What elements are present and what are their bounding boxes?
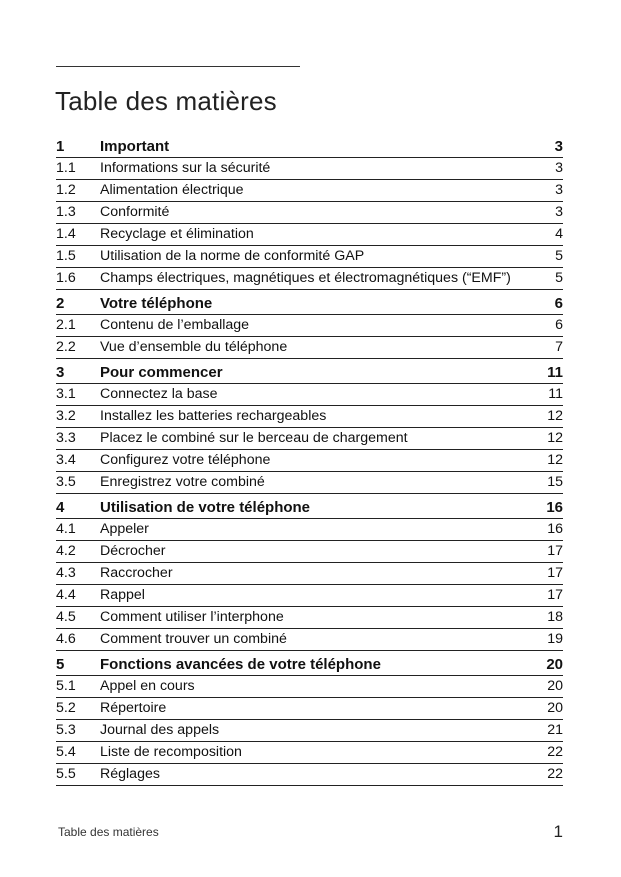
toc-entry[interactable] bbox=[56, 472, 563, 494]
toc-entry[interactable] bbox=[56, 519, 563, 541]
entry-page: 6 bbox=[555, 317, 563, 333]
toc-entry[interactable] bbox=[56, 268, 563, 290]
entry-page: 5 bbox=[555, 248, 563, 264]
entry-page: 4 bbox=[555, 226, 563, 242]
entry-number: 5.3 bbox=[56, 722, 76, 738]
entry-title: Placez le combiné sur le berceau de chargement bbox=[100, 430, 408, 446]
entry-page: 17 bbox=[547, 587, 563, 603]
entry-page: 11 bbox=[548, 386, 563, 402]
toc-entry[interactable] bbox=[56, 764, 563, 786]
section-page: 11 bbox=[547, 364, 563, 381]
toc-section-heading[interactable] bbox=[56, 293, 563, 315]
entry-number: 4.6 bbox=[56, 631, 76, 647]
toc-entry[interactable] bbox=[56, 607, 563, 629]
entry-title: Connectez la base bbox=[100, 386, 218, 402]
entry-title: Rappel bbox=[100, 587, 145, 603]
toc-section bbox=[56, 497, 563, 651]
entry-title: Réglages bbox=[100, 766, 160, 782]
entry-page: 15 bbox=[547, 474, 563, 490]
toc-entry[interactable] bbox=[56, 450, 563, 472]
entry-number: 1.2 bbox=[56, 182, 76, 198]
entry-title: Comment trouver un combiné bbox=[100, 631, 287, 647]
entry-title: Alimentation électrique bbox=[100, 182, 244, 198]
entry-number: 1.6 bbox=[56, 270, 76, 286]
toc-section bbox=[56, 136, 563, 290]
page-number: 1 bbox=[553, 822, 563, 841]
toc-entry[interactable] bbox=[56, 563, 563, 585]
top-rule bbox=[56, 66, 300, 67]
toc-entry[interactable] bbox=[56, 428, 563, 450]
entry-title: Champs électriques, magnétiques et électromagnétiques (“EMF”) bbox=[100, 270, 511, 286]
entry-number: 4.1 bbox=[56, 521, 76, 537]
entry-number: 5.1 bbox=[56, 678, 76, 694]
toc-entry[interactable] bbox=[56, 180, 563, 202]
entry-page: 12 bbox=[547, 452, 563, 468]
section-number: 1 bbox=[56, 138, 65, 155]
entry-number: 1.3 bbox=[56, 204, 76, 220]
entry-title: Enregistrez votre combiné bbox=[100, 474, 265, 490]
entry-number: 1.4 bbox=[56, 226, 76, 242]
section-number: 2 bbox=[56, 295, 65, 312]
entry-title: Appel en cours bbox=[100, 678, 195, 694]
section-title: Votre téléphone bbox=[100, 295, 213, 312]
section-number: 3 bbox=[56, 364, 65, 381]
entry-title: Conformité bbox=[100, 204, 170, 220]
entry-title: Installez les batteries rechargeables bbox=[100, 408, 327, 424]
toc-section-heading[interactable] bbox=[56, 654, 563, 676]
entry-page: 3 bbox=[555, 182, 563, 198]
toc-entry[interactable] bbox=[56, 585, 563, 607]
entry-page: 19 bbox=[547, 631, 563, 647]
entry-page: 12 bbox=[547, 430, 563, 446]
entry-page: 22 bbox=[547, 744, 563, 760]
entry-title: Recyclage et élimination bbox=[100, 226, 254, 242]
entry-number: 5.5 bbox=[56, 766, 76, 782]
toc-entry[interactable] bbox=[56, 720, 563, 742]
toc-entry[interactable] bbox=[56, 384, 563, 406]
entry-title: Raccrocher bbox=[100, 565, 173, 581]
entry-number: 3.2 bbox=[56, 408, 76, 424]
entry-title: Décrocher bbox=[100, 543, 166, 559]
entry-page: 12 bbox=[547, 408, 563, 424]
section-page: 6 bbox=[554, 295, 563, 312]
entry-page: 22 bbox=[547, 766, 563, 782]
entry-page: 5 bbox=[555, 270, 563, 286]
entry-number: 1.1 bbox=[56, 160, 76, 176]
section-number: 5 bbox=[56, 656, 65, 673]
entry-page: 21 bbox=[547, 722, 563, 738]
entry-number: 4.4 bbox=[56, 587, 76, 603]
entry-number: 4.2 bbox=[56, 543, 76, 559]
toc-entry[interactable] bbox=[56, 742, 563, 764]
toc-section-heading[interactable] bbox=[56, 136, 563, 158]
section-page: 3 bbox=[554, 138, 563, 155]
entry-title: Utilisation de la norme de conformité GAP bbox=[100, 248, 365, 264]
section-number: 4 bbox=[56, 499, 65, 516]
entry-number: 4.3 bbox=[56, 565, 76, 581]
toc-entry[interactable] bbox=[56, 337, 563, 359]
entry-page: 18 bbox=[547, 609, 563, 625]
toc-section-heading[interactable] bbox=[56, 497, 563, 519]
entry-title: Contenu de l’emballage bbox=[100, 317, 250, 333]
toc-entry[interactable] bbox=[56, 541, 563, 563]
section-page: 20 bbox=[546, 656, 563, 673]
entry-page: 3 bbox=[555, 204, 563, 220]
entry-title: Appeler bbox=[100, 521, 149, 537]
entry-title: Informations sur la sécurité bbox=[100, 160, 271, 176]
toc-entry[interactable] bbox=[56, 158, 563, 180]
entry-number: 3.5 bbox=[56, 474, 76, 490]
entry-number: 3.1 bbox=[56, 386, 76, 402]
toc-entry[interactable] bbox=[56, 406, 563, 428]
entry-title: Liste de recomposition bbox=[100, 744, 242, 760]
entry-title: Configurez votre téléphone bbox=[100, 452, 271, 468]
section-title: Pour commencer bbox=[100, 364, 223, 381]
entry-page: 20 bbox=[547, 700, 563, 716]
entry-title: Comment utiliser l’interphone bbox=[100, 609, 284, 625]
table-of-contents bbox=[56, 136, 563, 789]
entry-number: 4.5 bbox=[56, 609, 76, 625]
entry-title: Vue d’ensemble du téléphone bbox=[100, 339, 288, 355]
entry-page: 17 bbox=[547, 543, 563, 559]
entry-number: 3.4 bbox=[56, 452, 76, 468]
entry-number: 5.4 bbox=[56, 744, 76, 760]
toc-entry[interactable] bbox=[56, 698, 563, 720]
toc-section bbox=[56, 654, 563, 786]
toc-section bbox=[56, 293, 563, 359]
entry-number: 3.3 bbox=[56, 430, 76, 446]
page-title: Table des matières bbox=[55, 86, 277, 116]
entry-number: 2.2 bbox=[56, 339, 76, 355]
toc-section-heading[interactable] bbox=[56, 362, 563, 384]
footer-title: Table des matières bbox=[58, 825, 159, 839]
entry-number: 5.2 bbox=[56, 700, 76, 716]
toc-entry[interactable] bbox=[56, 629, 563, 651]
toc-entry[interactable] bbox=[56, 224, 563, 246]
entry-number: 2.1 bbox=[56, 317, 76, 333]
toc-entry[interactable] bbox=[56, 246, 563, 268]
entry-title: Répertoire bbox=[100, 700, 167, 716]
section-title: Important bbox=[100, 138, 170, 155]
entry-page: 20 bbox=[547, 678, 563, 694]
entry-page: 3 bbox=[555, 160, 563, 176]
entry-page: 7 bbox=[555, 339, 563, 355]
entry-number: 1.5 bbox=[56, 248, 76, 264]
toc-section bbox=[56, 362, 563, 494]
toc-entry[interactable] bbox=[56, 315, 563, 337]
toc-entry[interactable] bbox=[56, 676, 563, 698]
entry-title: Journal des appels bbox=[100, 722, 220, 738]
toc-entry[interactable] bbox=[56, 202, 563, 224]
section-page: 16 bbox=[546, 499, 563, 516]
section-title: Fonctions avancées de votre téléphone bbox=[100, 656, 381, 673]
entry-page: 16 bbox=[547, 521, 563, 537]
section-title: Utilisation de votre téléphone bbox=[100, 499, 311, 516]
entry-page: 17 bbox=[547, 565, 563, 581]
